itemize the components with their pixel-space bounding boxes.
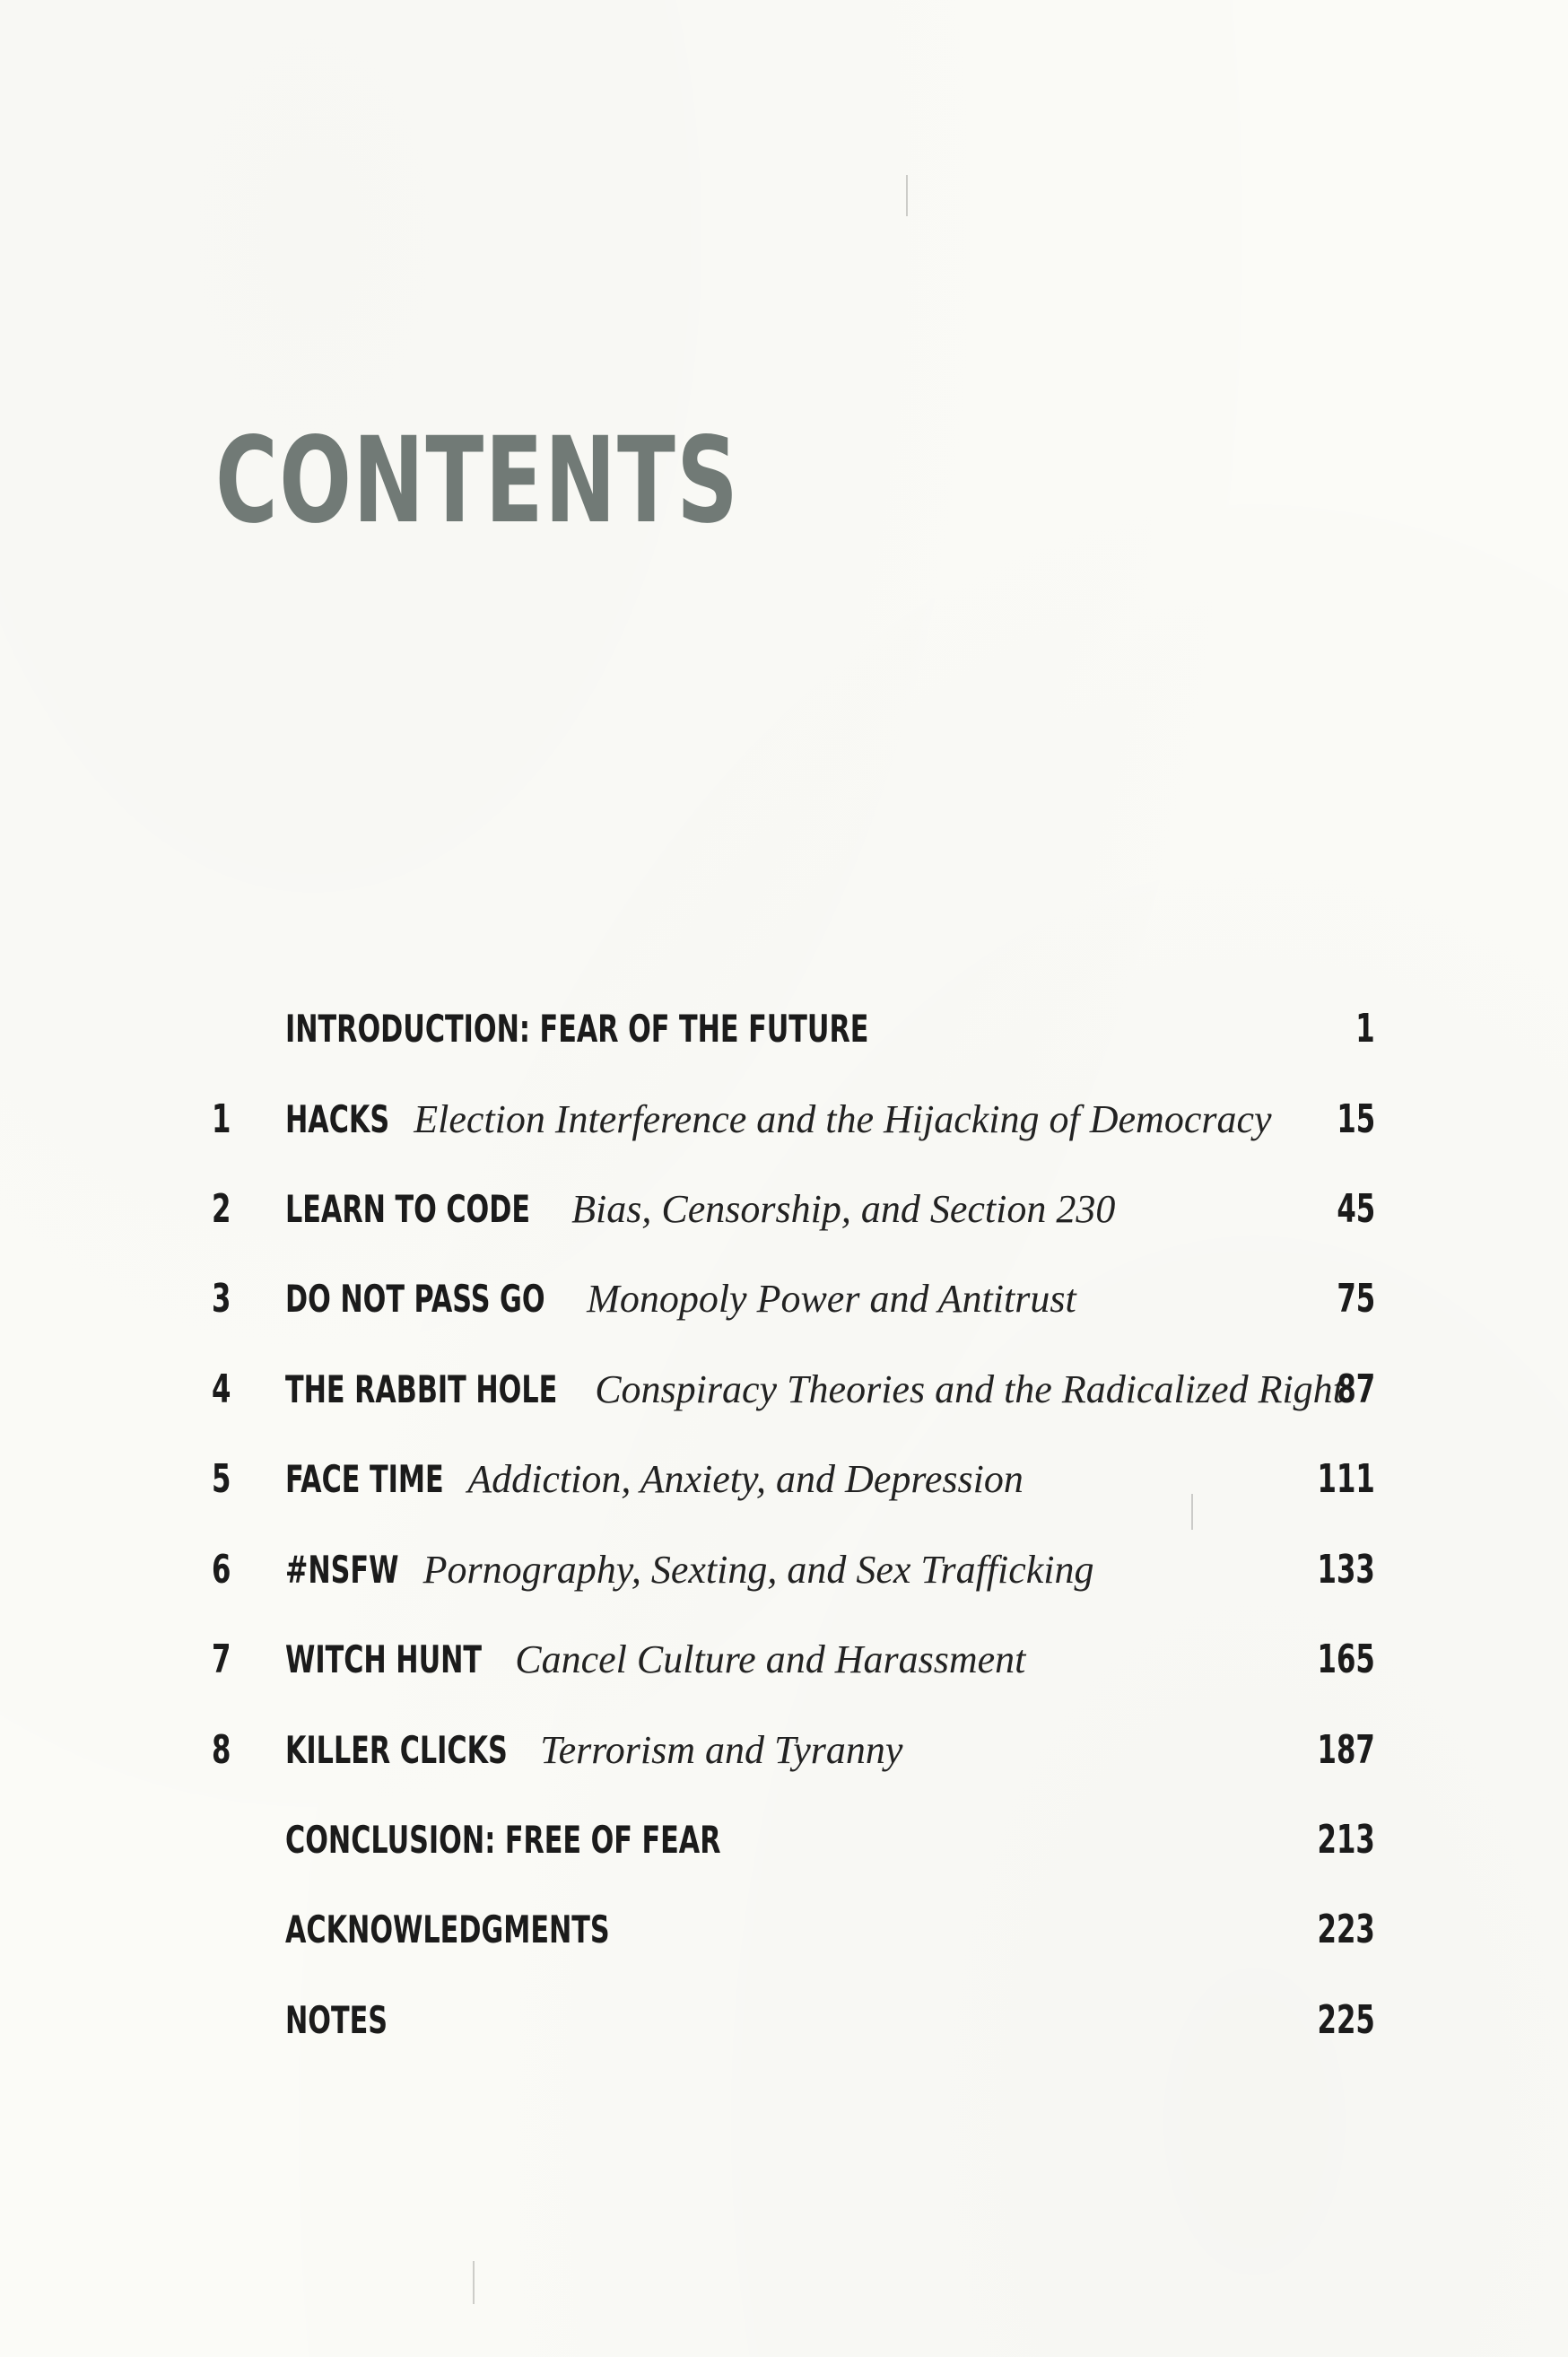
entry-label: ACKNOWLEDGMENTS	[285, 1907, 610, 1952]
entry-label: THE RABBIT HOLE	[285, 1367, 558, 1412]
page-number: 87	[1337, 1366, 1375, 1412]
entry-subtitle: Cancel Culture and Harassment	[515, 1637, 1026, 1682]
entry-subtitle: Addiction, Anxiety, and Depression	[467, 1457, 1024, 1502]
entry-subtitle: Pornography, Sexting, and Sex Trafficking	[422, 1548, 1094, 1593]
entry-text	[285, 1724, 902, 1777]
entry-label: LEARN TO CODE	[285, 1187, 530, 1232]
entry-text	[285, 1453, 1024, 1506]
entry-text	[285, 1093, 1272, 1147]
entry-label: CONCLUSION: FREE OF FEAR	[285, 1818, 721, 1863]
page-number: 165	[1317, 1637, 1375, 1682]
toc-entry-notes[interactable]	[0, 1994, 1568, 2056]
entry-label: #NSFW	[285, 1548, 399, 1593]
entry-label: HACKS	[285, 1097, 390, 1142]
entry-label: KILLER CLICKS	[285, 1728, 508, 1773]
toc-entry-chapter-2[interactable]	[0, 1183, 1568, 1245]
chapter-number: 6	[212, 1547, 231, 1593]
entry-label: INTRODUCTION: FEAR OF THE FUTURE	[285, 1007, 869, 1052]
page-title: CONTENTS	[215, 412, 740, 550]
entry-text	[285, 1272, 1076, 1326]
chapter-number: 7	[212, 1637, 231, 1682]
entry-subtitle: Election Interference and the Hijacking of Democracy	[414, 1097, 1272, 1142]
entry-label: FACE TIME	[285, 1457, 444, 1502]
chapter-number: 2	[212, 1186, 231, 1232]
entry-text	[285, 1994, 427, 2047]
toc-entry-acknowledgments[interactable]	[0, 1903, 1568, 1966]
entry-subtitle: Conspiracy Theories and the Radicalized Right	[595, 1367, 1344, 1412]
entry-label: DO NOT PASS GO	[285, 1277, 545, 1322]
page-number: 111	[1317, 1456, 1375, 1502]
entry-label: NOTES	[285, 1998, 388, 2043]
toc-entry-chapter-8[interactable]	[0, 1724, 1568, 1786]
entry-text	[285, 1002, 1095, 1056]
entry-subtitle: Terrorism and Tyranny	[540, 1728, 903, 1773]
toc-entry-chapter-4[interactable]	[0, 1363, 1568, 1426]
entry-text	[285, 1543, 1094, 1597]
page-number: 187	[1317, 1727, 1375, 1773]
page-number: 213	[1317, 1817, 1375, 1863]
toc-entry-chapter-7[interactable]	[0, 1633, 1568, 1696]
page-number: 225	[1317, 1997, 1375, 2043]
toc-entry-chapter-5[interactable]	[0, 1453, 1568, 1515]
entry-subtitle: Monopoly Power and Antitrust	[587, 1277, 1076, 1322]
toc-entry-introduction[interactable]	[0, 1002, 1568, 1065]
entry-subtitle: Bias, Censorship, and Section 230	[571, 1187, 1116, 1232]
page-number: 133	[1317, 1547, 1375, 1593]
chapter-number: 3	[212, 1276, 231, 1322]
chapter-number: 4	[212, 1366, 231, 1412]
entry-text	[285, 1813, 890, 1867]
toc-entry-chapter-1[interactable]	[0, 1093, 1568, 1156]
toc-entry-chapter-3[interactable]	[0, 1272, 1568, 1335]
page-number: 223	[1317, 1907, 1375, 1952]
chapter-number: 1	[212, 1096, 231, 1142]
entry-text	[285, 1183, 1115, 1236]
toc-entry-conclusion[interactable]	[0, 1813, 1568, 1876]
toc-entry-chapter-6[interactable]	[0, 1543, 1568, 1606]
page-number: 45	[1337, 1186, 1375, 1232]
chapter-number: 5	[212, 1456, 231, 1502]
chapter-number: 8	[212, 1727, 231, 1773]
entry-label: WITCH HUNT	[285, 1637, 483, 1682]
page-number: 15	[1337, 1096, 1375, 1142]
page-number: 1	[1355, 1006, 1375, 1052]
entry-text	[285, 1633, 1025, 1687]
entry-text	[285, 1363, 1344, 1417]
page-number: 75	[1337, 1276, 1375, 1322]
entry-text	[285, 1903, 736, 1957]
